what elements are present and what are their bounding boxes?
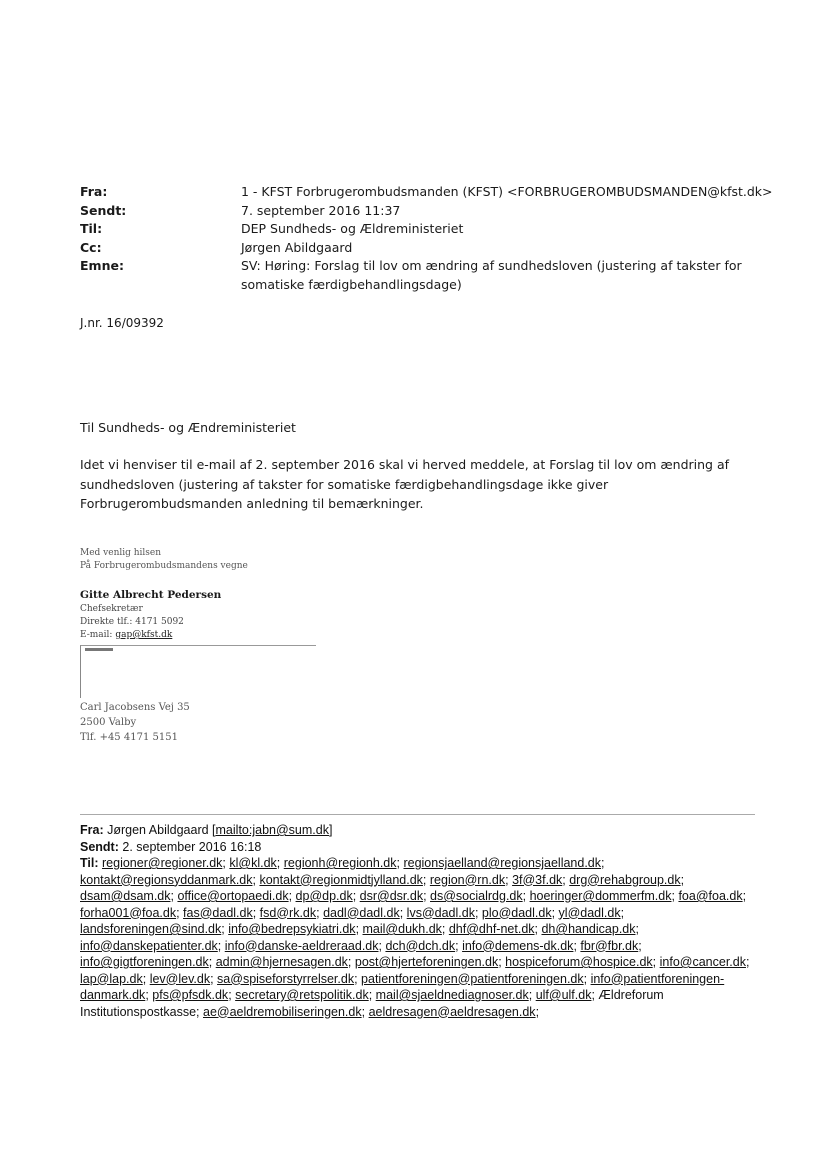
header-from-row [80, 183, 780, 202]
logo-frame [80, 645, 316, 698]
recipient[interactable]: regioner@regioner.dk [102, 856, 223, 870]
forwarded-to-label: Til: [80, 856, 99, 870]
address-street: Carl Jacobsens Vej 35 [80, 702, 190, 713]
recipient[interactable]: mail@sjaeldnediagnoser.dk [375, 988, 529, 1002]
header-to-row [80, 220, 780, 239]
recipient[interactable]: fbr@fbr.dk [580, 938, 639, 953]
subject-value: SV: Høring: Forslag til lov om ændring af sundhedsloven (justering af takster for somatiske færdigbehandlingsdage) [241, 258, 742, 292]
recipient[interactable]: post@hjerteforeningen.dk [354, 955, 499, 969]
recipient[interactable]: lev@lev.dk [149, 971, 211, 986]
recipient[interactable]: secretary@retspolitik.dk [235, 988, 369, 1002]
recipient[interactable]: ulf@ulf.dk [535, 988, 592, 1002]
recipient[interactable]: kontakt@regionmidtjylland.dk [259, 872, 423, 887]
recipient[interactable]: pfs@pfsdk.dk [152, 988, 229, 1002]
subject-label: Emne: [80, 258, 124, 273]
forwarded-to-row [80, 855, 760, 1020]
signature-email-line [80, 629, 184, 642]
body-paragraph: Idet vi henviser til e-mail af 2. september 2016 skal vi herved meddele, at Forslag til lov om ændring af sundhedsloven (justering af takster for somatiske færdigbehandlingsdage ikke giver Forbrugerombudsmanden anledning til bemærkninger. [80, 457, 730, 511]
recipient[interactable]: kl@kl.dk [229, 856, 277, 870]
email-header [80, 183, 780, 294]
recipient[interactable]: dsam@dsam.dk [80, 889, 171, 903]
recipient[interactable]: foa@foa.dk [678, 889, 743, 903]
recipient[interactable]: landsforeningen@sind.dk [80, 922, 222, 936]
signature-title: Chefsekretær [80, 604, 143, 614]
recipient[interactable]: fas@dadl.dk [183, 905, 253, 920]
closing-greeting: Med venlig hilsen [80, 548, 162, 558]
forwarded-header [80, 822, 760, 1020]
recipient[interactable]: dhf@dhf-net.dk [448, 922, 535, 936]
recipient[interactable]: hoeringer@dommerfm.dk [529, 889, 672, 903]
recipient[interactable]: info@gigtforeningen.dk [80, 955, 209, 969]
recipient[interactable]: sa@spiseforstyrrelser.dk [217, 971, 355, 986]
recipient[interactable]: regionsjaelland@regionsjaelland.dk [403, 856, 602, 870]
recipient[interactable]: ds@socialrdg.dk [430, 889, 523, 903]
forwarded-from-mailto[interactable]: [mailto:jabn@sum.dk] [212, 823, 333, 837]
recipient[interactable]: info@danskepatienter.dk [80, 938, 218, 953]
recipient[interactable]: dsr@dsr.dk [359, 889, 424, 903]
recipient[interactable]: fsd@rk.dk [259, 905, 317, 920]
forwarded-from-row [80, 822, 760, 839]
recipient[interactable]: info@demens-dk.dk [462, 938, 574, 953]
recipient[interactable]: patientforeningen@patientforeningen.dk [361, 971, 584, 986]
header-subject-row [80, 257, 780, 294]
forwarded-sent-row [80, 839, 760, 856]
recipient[interactable]: admin@hjernesagen.dk [215, 955, 348, 969]
closing [80, 547, 248, 573]
recipient[interactable]: mail@dukh.dk [362, 922, 442, 936]
header-cc-row [80, 239, 780, 258]
cc-value: Jørgen Abildgaard [241, 239, 353, 255]
recipient[interactable]: dch@dch.dk [385, 938, 456, 953]
journal-number: J.nr. 16/09392 [80, 316, 164, 330]
recipient[interactable]: office@ortopaedi.dk [177, 889, 289, 903]
recipient[interactable]: dh@handicap.dk [541, 922, 636, 936]
recipient[interactable]: dp@dp.dk [295, 889, 353, 903]
recipient[interactable]: 3f@3f.dk [512, 872, 563, 887]
recipient[interactable]: yl@dadl.dk [558, 905, 621, 920]
recipient[interactable]: kontakt@regionsyddanmark.dk [80, 872, 253, 887]
header-sent-row [80, 202, 780, 221]
recipient[interactable]: forha001@foa.dk [80, 905, 177, 920]
forwarded-sent-label: Sendt: [80, 839, 119, 854]
recipient[interactable]: info@cancer.dk [659, 955, 746, 969]
from-label: Fra: [80, 184, 108, 199]
signature-email-label: E-mail: [80, 630, 116, 640]
recipient: Ældreforum Institutionspostkasse [80, 988, 664, 1019]
signature-phone: Direkte tlf.: 4171 5092 [80, 617, 184, 627]
to-value: DEP Sundheds- og Ældreministeriet [241, 221, 464, 236]
recipient[interactable]: ae@aeldremobiliseringen.dk [203, 1004, 362, 1019]
logo-mark [85, 648, 113, 651]
sent-value: 7. september 2016 11:37 [241, 202, 401, 218]
forwarded-from-name: Jørgen Abildgaard [107, 823, 209, 837]
to-label: Til: [80, 221, 103, 236]
recipient[interactable]: plo@dadl.dk [481, 905, 552, 920]
forward-divider [80, 814, 755, 815]
recipient[interactable]: hospiceforum@hospice.dk [505, 955, 653, 969]
from-value: 1 - KFST Forbrugerombudsmanden (KFST) <FORBRUGEROMBUDSMANDEN@kfst.dk> [241, 184, 773, 199]
recipient[interactable]: info@danske-aeldreraad.dk [224, 938, 379, 953]
recipient[interactable]: regionh@regionh.dk [283, 856, 397, 870]
cc-label: Cc: [80, 239, 102, 255]
recipient[interactable]: info@patientforeningen-danmark.dk [80, 971, 725, 1002]
signature-details [80, 603, 184, 642]
forwarded-from-label: Fra: [80, 823, 104, 837]
sent-label: Sendt: [80, 202, 127, 218]
recipient[interactable]: info@bedrepsykiatri.dk [228, 922, 356, 936]
salutation: Til Sundheds- og Ændreministeriet [80, 420, 296, 435]
recipient[interactable]: lvs@dadl.dk [406, 905, 475, 920]
recipient[interactable]: drg@rehabgroup.dk [569, 872, 681, 887]
closing-on-behalf: På Forbrugerombudsmandens vegne [80, 561, 248, 571]
signature-email-link[interactable]: gap@kfst.dk [115, 630, 173, 640]
address-city: 2500 Valby [80, 717, 137, 728]
recipient[interactable]: region@rn.dk [429, 872, 506, 887]
forwarded-sent-value: 2. september 2016 16:18 [122, 839, 262, 854]
recipient[interactable]: lap@lap.dk [80, 971, 143, 986]
recipient-list: regioner@regioner.dk; kl@kl.dk; regionh@regionh.dk; regionsjaelland@regionsjaelland.dk; kontakt@regionsyddanmark.dk; kontakt@regionmidtjylland.dk; region@rn.dk; 3f@3f.dk; drg@rehabgroup.dk; dsam@dsam.dk; office@ortopaedi.dk; dp@dp.dk; dsr@dsr.dk; ds@socialrdg.dk; hoeringer@dommerfm.dk; foa@foa.dk; forha001@foa.dk; fas@dadl.dk; fsd@rk.dk; dadl@dadl.dk; lvs@dadl.dk; plo@dadl.dk; yl@dadl.dk; landsforeningen@sind.dk; info@bedrepsykiatri.dk; mail@dukh.dk; dhf@dhf-net.dk; dh@handicap.dk; info@danskepatienter.dk; info@danske-aeldreraad.dk; dch@dch.dk; info@demens-dk.dk; fbr@fbr.dk; info@gigtforeningen.dk; admin@hjernesagen.dk; post@hjerteforeningen.dk; hospiceforum@hospice.dk; info@cancer.dk; lap@lap.dk; lev@lev.dk; sa@spiseforstyrrelser.dk; patientforeningen@patientforeningen.dk; info@patientforeningen-danmark.dk; pfs@pfsdk.dk; secretary@retspolitik.dk; mail@sjaeldnediagnoser.dk; ulf@ulf.dk; Ældreforum Institutionspostkasse; ae@aeldremobiliseringen.dk; aeldresagen@aeldresagen.dk; [80, 856, 750, 1019]
recipient[interactable]: dadl@dadl.dk [323, 905, 400, 920]
signature-name: Gitte Albrecht Pedersen [80, 589, 222, 601]
recipient[interactable]: aeldresagen@aeldresagen.dk [368, 1004, 536, 1019]
address-phone: Tlf. +45 4171 5151 [80, 732, 178, 743]
address-block [80, 700, 190, 745]
